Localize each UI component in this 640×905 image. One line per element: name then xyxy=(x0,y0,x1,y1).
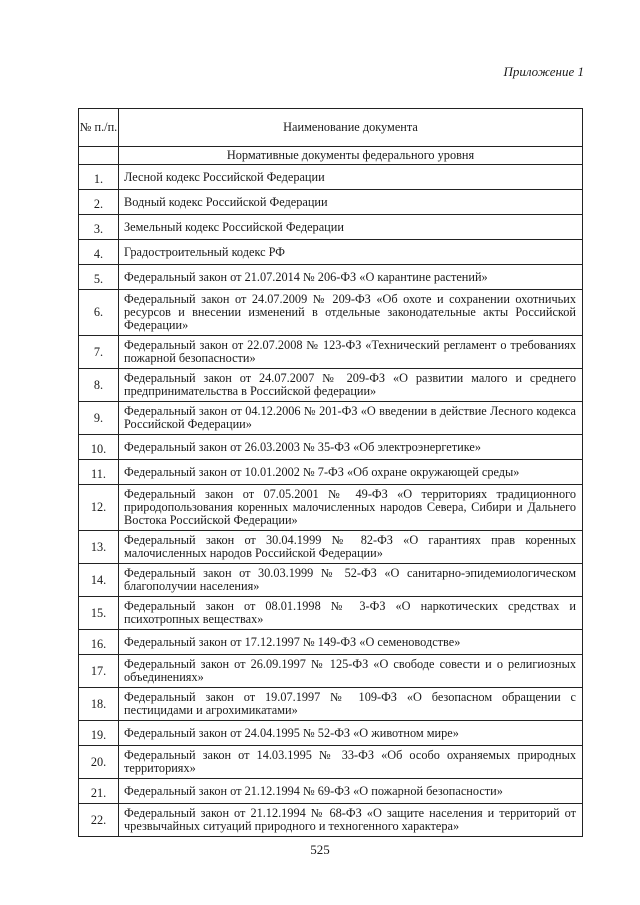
row-text: Федеральный закон от 04.12.2006 № 201-ФЗ «О введении в действие Лесного кодекса Российской Федерации» xyxy=(119,402,583,435)
table-row xyxy=(79,531,583,564)
row-text: Федеральный закон от 30.03.1999 № 52-ФЗ «О санитарно-эпидемиологическом благополучии населения» xyxy=(119,564,583,597)
row-number: 6. xyxy=(79,290,119,336)
row-number: 3. xyxy=(79,215,119,240)
row-text: Земельный кодекс Российской Федерации xyxy=(119,215,583,240)
documents-table xyxy=(78,108,583,837)
row-text: Градостроительный кодекс РФ xyxy=(119,240,583,265)
header-name: Наименование документа xyxy=(119,109,583,147)
row-text: Федеральный закон от 24.04.1995 № 52-ФЗ «О животном мире» xyxy=(119,721,583,746)
row-text: Федеральный закон от 19.07.1997 № 109-ФЗ «О безопасном обращении с пестицидами и агрохимикатами» xyxy=(119,688,583,721)
section-title: Нормативные документы федерального уровня xyxy=(119,147,583,165)
row-text: Водный кодекс Российской Федерации xyxy=(119,190,583,215)
table-row xyxy=(79,165,583,190)
section-num-cell xyxy=(79,147,119,165)
row-text: Федеральный закон от 26.09.1997 № 125-ФЗ «О свободе совести и о религиозных объединениях» xyxy=(119,655,583,688)
row-text: Федеральный закон от 07.05.2001 № 49-ФЗ «О территориях традиционного природопользования коренных малочисленных народов Севера, Сибири и Дальнего Востока Российской Федерации» xyxy=(119,485,583,531)
row-text: Федеральный закон от 10.01.2002 № 7-ФЗ «Об охране окружающей среды» xyxy=(119,460,583,485)
row-number: 11. xyxy=(79,460,119,485)
row-number: 19. xyxy=(79,721,119,746)
table-row xyxy=(79,804,583,837)
table-row xyxy=(79,564,583,597)
table-row xyxy=(79,265,583,290)
row-text: Федеральный закон от 22.07.2008 № 123-ФЗ «Технический регламент о требованиях пожарной безопасности» xyxy=(119,336,583,369)
row-text: Федеральный закон от 30.04.1999 № 82-ФЗ «О гарантиях прав коренных малочисленных народов Российской Федерации» xyxy=(119,531,583,564)
row-number: 13. xyxy=(79,531,119,564)
row-text: Федеральный закон от 24.07.2007 № 209-ФЗ «О развитии малого и среднего предпринимательства в Российской федерации» xyxy=(119,369,583,402)
row-text: Федеральный закон от 21.12.1994 № 69-ФЗ «О пожарной безопасности» xyxy=(119,779,583,804)
row-number: 15. xyxy=(79,597,119,630)
table-row xyxy=(79,630,583,655)
row-number: 9. xyxy=(79,402,119,435)
row-number: 10. xyxy=(79,435,119,460)
table-row xyxy=(79,215,583,240)
table-header-row xyxy=(79,109,583,147)
row-number: 2. xyxy=(79,190,119,215)
table-row xyxy=(79,190,583,215)
appendix-label: Приложение 1 xyxy=(503,64,584,79)
row-number: 18. xyxy=(79,688,119,721)
row-number: 8. xyxy=(79,369,119,402)
table-row xyxy=(79,655,583,688)
row-text: Лесной кодекс Российской Федерации xyxy=(119,165,583,190)
table-row xyxy=(79,597,583,630)
row-text: Федеральный закон от 21.07.2014 № 206-ФЗ «О карантине растений» xyxy=(119,265,583,290)
table-row xyxy=(79,240,583,265)
table-row xyxy=(79,779,583,804)
page-number: 525 xyxy=(310,842,330,857)
row-number: 16. xyxy=(79,630,119,655)
row-number: 1. xyxy=(79,165,119,190)
table-row xyxy=(79,721,583,746)
table-row xyxy=(79,435,583,460)
row-text: Федеральный закон от 14.03.1995 № 33-ФЗ «Об особо охраняемых природных территориях» xyxy=(119,746,583,779)
row-text: Федеральный закон от 26.03.2003 № 35-ФЗ «Об электроэнергетике» xyxy=(119,435,583,460)
row-text: Федеральный закон от 08.01.1998 № 3-ФЗ «О наркотических средствах и психотропных веществах» xyxy=(119,597,583,630)
table-row xyxy=(79,402,583,435)
row-text: Федеральный закон от 17.12.1997 № 149-ФЗ «О семеноводстве» xyxy=(119,630,583,655)
table-row xyxy=(79,290,583,336)
row-number: 5. xyxy=(79,265,119,290)
row-number: 4. xyxy=(79,240,119,265)
row-number: 20. xyxy=(79,746,119,779)
table-row xyxy=(79,485,583,531)
table-row xyxy=(79,336,583,369)
row-number: 22. xyxy=(79,804,119,837)
section-row xyxy=(79,147,583,165)
row-number: 17. xyxy=(79,655,119,688)
table-row xyxy=(79,460,583,485)
row-number: 21. xyxy=(79,779,119,804)
row-text: Федеральный закон от 24.07.2009 № 209-ФЗ «Об охоте и сохранении охотничьих ресурсов и внесении изменений в отдельные законодательные акты Российской Федерации» xyxy=(119,290,583,336)
row-number: 12. xyxy=(79,485,119,531)
row-number: 7. xyxy=(79,336,119,369)
table-row xyxy=(79,369,583,402)
row-text: Федеральный закон от 21.12.1994 № 68-ФЗ «О защите населения и территорий от чрезвычайных ситуаций природного и техногенного характера» xyxy=(119,804,583,837)
table-row xyxy=(79,746,583,779)
row-number: 14. xyxy=(79,564,119,597)
table-row xyxy=(79,688,583,721)
header-num: № п./п. xyxy=(79,109,119,147)
